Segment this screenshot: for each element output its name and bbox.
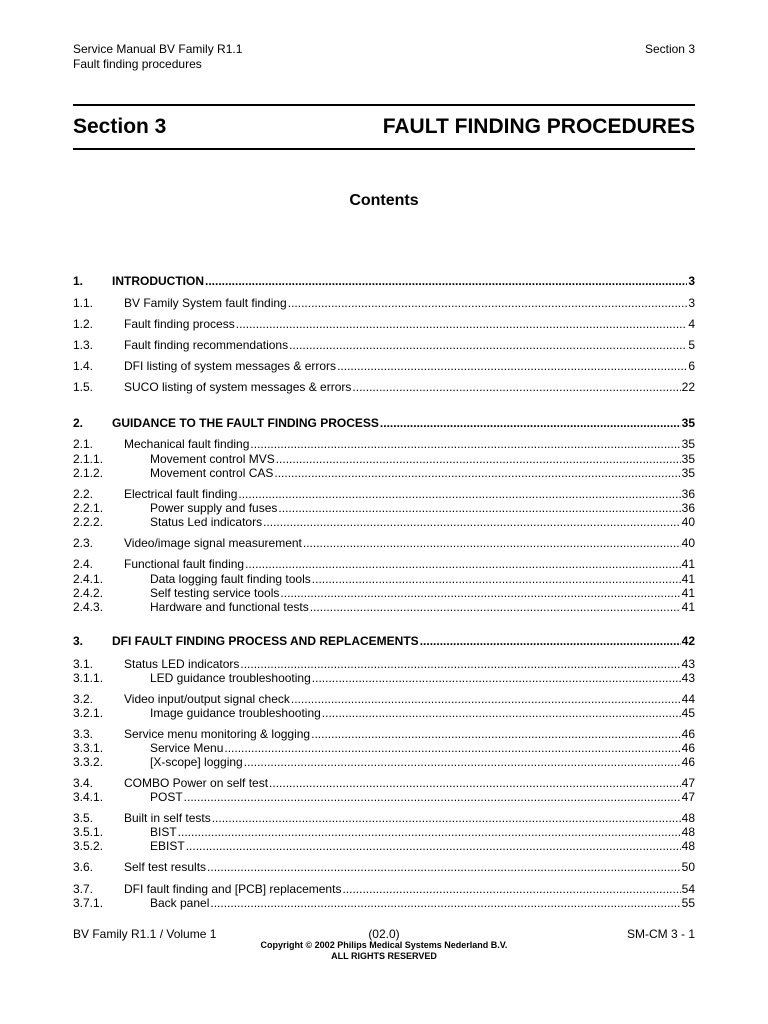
- toc-entry: [73, 317, 695, 331]
- toc-entry-leader-line: [150, 896, 695, 910]
- toc-entry-leader-line: [150, 515, 695, 529]
- toc-entry-title: Self testing service tools: [150, 586, 280, 600]
- toc-entry-number: 1.: [73, 274, 84, 288]
- toc-entry-title: DFI listing of system messages & errors: [124, 359, 337, 373]
- toc-entry-title: BIST: [150, 825, 177, 839]
- toc-entry-page: 41: [681, 557, 695, 571]
- toc-dot-leader: [184, 790, 681, 804]
- toc-entry-leader-line: [112, 274, 695, 288]
- toc-entry: [73, 437, 695, 451]
- toc-entry: [73, 380, 695, 394]
- toc-entry-title: INTRODUCTION: [112, 274, 204, 288]
- toc-entry-leader-line: [150, 466, 695, 480]
- toc-entry: [73, 586, 695, 600]
- toc-dot-leader: [212, 811, 681, 825]
- toc-entry-leader-line: [124, 811, 695, 825]
- toc-dot-leader: [207, 860, 681, 874]
- toc-entry: [73, 501, 695, 515]
- toc-entry-number: 2.1.: [73, 437, 94, 451]
- contents-heading: Contents: [349, 192, 419, 209]
- toc-entry-leader-line: [124, 882, 695, 896]
- toc-entry-number: 1.2.: [73, 317, 94, 331]
- toc-entry-number: 1.1.: [73, 296, 94, 310]
- toc-entry-title: Hardware and functional tests: [150, 600, 309, 614]
- toc-entry: [73, 755, 695, 769]
- toc-entry-title: Power supply and fuses: [150, 501, 278, 515]
- toc-entry-page: 36: [681, 487, 695, 501]
- toc-entry-page: 3: [688, 296, 695, 310]
- toc-dot-leader: [352, 380, 680, 394]
- toc-entry: [73, 657, 695, 671]
- toc-entry-number: 2.2.1.: [73, 501, 104, 515]
- toc-entry-leader-line: [150, 790, 695, 804]
- toc-entry: [73, 825, 695, 839]
- toc-entry-leader-line: [150, 839, 695, 853]
- toc-entry: [73, 274, 695, 288]
- toc-entry-page: 45: [681, 706, 695, 720]
- toc-dot-leader: [238, 487, 680, 501]
- title-rule-top: [73, 104, 695, 106]
- running-header-subtitle: [73, 57, 695, 72]
- toc-entry-title: Status Led indicators: [150, 515, 263, 529]
- toc-entry: [73, 634, 695, 648]
- header-subtitle: Fault finding procedures: [73, 57, 202, 71]
- toc-entry-page: 50: [681, 860, 695, 874]
- toc-entry: [73, 776, 695, 790]
- toc-entry-number: 2.2.2.: [73, 515, 104, 529]
- toc-entry-page: 40: [681, 515, 695, 529]
- toc-entry-page: 43: [681, 671, 695, 685]
- footer-center: (02.0): [368, 927, 400, 941]
- toc-entry-title: Mechanical fault finding: [124, 437, 250, 451]
- toc-entry-leader-line: [124, 860, 695, 874]
- toc-entry-leader-line: [124, 317, 695, 331]
- toc-entry: [73, 600, 695, 614]
- toc-entry-leader-line: [124, 338, 695, 352]
- toc-entry-title: [X-scope] logging: [150, 755, 243, 769]
- toc-entry: [73, 557, 695, 571]
- toc-entry: [73, 487, 695, 501]
- toc-entry: [73, 727, 695, 741]
- toc-entry-leader-line: [124, 487, 695, 501]
- toc-dot-leader: [276, 452, 681, 466]
- toc-dot-leader: [322, 706, 681, 720]
- toc-entry-number: 1.3.: [73, 338, 94, 352]
- toc-entry-number: 2.4.3.: [73, 600, 104, 614]
- toc-entry-title: BV Family System fault finding: [124, 296, 287, 310]
- toc-entry-page: 48: [681, 811, 695, 825]
- toc-entry-title: Image guidance troubleshooting: [150, 706, 321, 720]
- toc-dot-leader: [186, 839, 681, 853]
- toc-entry-leader-line: [124, 437, 695, 451]
- toc-dot-leader: [312, 572, 681, 586]
- toc-entry-title: Status LED indicators: [124, 657, 240, 671]
- toc-entry-title: SUCO listing of system messages & errors: [124, 380, 352, 394]
- toc-entry-title: COMBO Power on self test: [124, 776, 269, 790]
- toc-dot-leader: [240, 657, 680, 671]
- toc-entry-title: Fault finding process: [124, 317, 235, 331]
- header-section: Section 3: [644, 42, 695, 56]
- toc-dot-leader: [245, 557, 681, 571]
- toc-entry-title: Movement control CAS: [150, 466, 274, 480]
- toc-entry-page: 48: [681, 825, 695, 839]
- toc-entry-page: 35: [681, 437, 695, 451]
- toc-entry-page: 35: [681, 416, 695, 430]
- toc-entry: [73, 416, 695, 430]
- toc-entry-page: 6: [688, 359, 695, 373]
- toc-entry-title: POST: [150, 790, 183, 804]
- toc-entry-page: 3: [688, 274, 695, 288]
- toc-entry-page: 46: [681, 727, 695, 741]
- toc-entry-page: 36: [681, 501, 695, 515]
- toc-entry-page: 46: [681, 741, 695, 755]
- toc-entry-number: 2.4.: [73, 557, 94, 571]
- toc-entry-leader-line: [124, 359, 695, 373]
- toc-entry-number: 3.4.: [73, 776, 94, 790]
- toc-entry-leader-line: [124, 380, 695, 394]
- toc-entry-title: Video/image signal measurement: [124, 536, 302, 550]
- toc-entry: [73, 811, 695, 825]
- toc-dot-leader: [342, 882, 680, 896]
- toc-entry-number: 3.5.1.: [73, 825, 104, 839]
- section-number-title: Section 3: [73, 115, 167, 138]
- running-header: [73, 42, 695, 57]
- toc-dot-leader: [178, 825, 681, 839]
- toc-entry-leader-line: [150, 825, 695, 839]
- toc-entry-title: LED guidance troubleshooting: [150, 671, 311, 685]
- toc-entry-number: 3.1.: [73, 657, 94, 671]
- toc-dot-leader: [291, 692, 681, 706]
- toc-dot-leader: [311, 727, 681, 741]
- toc-entry-leader-line: [150, 586, 695, 600]
- toc-entry-title: EBIST: [150, 839, 185, 853]
- toc-entry-number: 3.2.: [73, 692, 94, 706]
- toc-entry-title: Service menu monitoring & logging: [124, 727, 311, 741]
- toc-entry-number: 2.1.1.: [73, 452, 104, 466]
- footer-left: BV Family R1.1 / Volume 1: [73, 927, 217, 941]
- toc-entry-page: 47: [681, 776, 695, 790]
- toc-entry-page: 35: [681, 466, 695, 480]
- toc-entry-leader-line: [112, 634, 695, 648]
- toc-entry: [73, 359, 695, 373]
- toc-entry-number: 2.1.2.: [73, 466, 104, 480]
- toc-entry: [73, 860, 695, 874]
- toc-entry-number: 3.4.1.: [73, 790, 104, 804]
- toc-entry-title: Data logging fault finding tools: [150, 572, 311, 586]
- toc-entry-number: 2.: [73, 416, 84, 430]
- toc-entry-title: Functional fault finding: [124, 557, 245, 571]
- toc-dot-leader: [210, 896, 680, 910]
- toc-entry-page: 46: [681, 755, 695, 769]
- toc-entry: [73, 466, 695, 480]
- header-manual-title: Service Manual BV Family R1.1: [73, 42, 243, 56]
- toc-entry-page: 43: [681, 657, 695, 671]
- toc-entry-leader-line: [112, 416, 695, 430]
- toc-entry-page: 41: [681, 600, 695, 614]
- toc-entry-page: 44: [681, 692, 695, 706]
- toc-entry-number: 3.3.: [73, 727, 94, 741]
- toc-entry-title: Service Menu: [150, 741, 224, 755]
- rights-notice: ALL RIGHTS RESERVED: [331, 951, 437, 961]
- toc-entry-leader-line: [124, 296, 695, 310]
- toc-dot-leader: [289, 338, 687, 352]
- toc-entry-page: 4: [688, 317, 695, 331]
- toc-dot-leader: [250, 437, 680, 451]
- toc-entry-number: 3.7.: [73, 882, 94, 896]
- toc-entry: [73, 741, 695, 755]
- toc-entry: [73, 338, 695, 352]
- toc-entry-leader-line: [124, 557, 695, 571]
- toc-dot-leader: [236, 317, 688, 331]
- toc-entry-page: 42: [681, 634, 695, 648]
- section-name-title: FAULT FINDING PROCEDURES: [382, 115, 695, 138]
- toc-entry-page: 54: [681, 882, 695, 896]
- toc-entry-number: 3.3.2.: [73, 755, 104, 769]
- toc-dot-leader: [274, 466, 680, 480]
- toc-entry: [73, 296, 695, 310]
- toc-entry-page: 40: [681, 536, 695, 550]
- toc-entry: [73, 536, 695, 550]
- toc-entry-leader-line: [150, 501, 695, 515]
- toc-entry-title: Self test results: [124, 860, 207, 874]
- toc-entry: [73, 452, 695, 466]
- toc-entry-leader-line: [124, 776, 695, 790]
- toc-entry-title: Back panel: [150, 896, 210, 910]
- toc-entry-number: 3.3.1.: [73, 741, 104, 755]
- toc-entry-number: 2.4.2.: [73, 586, 104, 600]
- toc-entry-number: 3.2.1.: [73, 706, 104, 720]
- toc-entry-leader-line: [150, 706, 695, 720]
- toc-entry-leader-line: [150, 755, 695, 769]
- toc-dot-leader: [303, 536, 681, 550]
- toc-entry: [73, 515, 695, 529]
- toc-dot-leader: [312, 671, 681, 685]
- toc-entry-leader-line: [124, 657, 695, 671]
- toc-entry-page: 35: [681, 452, 695, 466]
- toc-entry-page: 41: [681, 586, 695, 600]
- toc-entry: [73, 839, 695, 853]
- toc-entry-leader-line: [124, 692, 695, 706]
- toc-dot-leader: [263, 515, 681, 529]
- toc-entry-number: 3.6.: [73, 860, 94, 874]
- toc-entry-number: 2.2.: [73, 487, 94, 501]
- toc-dot-leader: [288, 296, 688, 310]
- toc-entry-number: 2.3.: [73, 536, 94, 550]
- toc-entry-number: 3.: [73, 634, 84, 648]
- toc-entry-page: 47: [681, 790, 695, 804]
- toc-entry-title: Fault finding recommendations: [124, 338, 289, 352]
- toc-dot-leader: [280, 586, 680, 600]
- toc-entry: [73, 882, 695, 896]
- toc-entry-number: 1.4.: [73, 359, 94, 373]
- toc-entry-page: 48: [681, 839, 695, 853]
- toc-entry-title: Video input/output signal check: [124, 692, 290, 706]
- toc-entry-title: DFI fault finding and [PCB] replacements: [124, 882, 342, 896]
- toc-dot-leader: [420, 634, 681, 648]
- toc-entry-leader-line: [124, 536, 695, 550]
- toc-entry-leader-line: [150, 741, 695, 755]
- toc-entry-number: 1.5.: [73, 380, 94, 394]
- footer-page-number: SM-CM 3 - 1: [626, 927, 695, 941]
- copyright-notice: Copyright © 2002 Philips Medical Systems Nederland B.V.: [260, 940, 508, 950]
- toc-entry-page: 41: [681, 572, 695, 586]
- toc-entry-number: 3.7.1.: [73, 896, 104, 910]
- toc-entry: [73, 671, 695, 685]
- toc-entry-number: 3.5.2.: [73, 839, 104, 853]
- toc-dot-leader: [205, 274, 687, 288]
- toc-entry-title: GUIDANCE TO THE FAULT FINDING PROCESS: [112, 416, 379, 430]
- toc-dot-leader: [269, 776, 681, 790]
- toc-dot-leader: [224, 741, 680, 755]
- toc-entry-page: 5: [688, 338, 695, 352]
- toc-entry: [73, 692, 695, 706]
- toc-entry-title: Built in self tests: [124, 811, 211, 825]
- toc-entry: [73, 790, 695, 804]
- toc-entry-page: 55: [681, 896, 695, 910]
- toc-dot-leader: [337, 359, 687, 373]
- toc-entry-title: DFI FAULT FINDING PROCESS AND REPLACEMENTS: [112, 634, 419, 648]
- toc-dot-leader: [278, 501, 680, 515]
- title-rule-bottom: [73, 148, 695, 150]
- toc-entry-leader-line: [150, 671, 695, 685]
- toc-entry-number: 3.5.: [73, 811, 94, 825]
- toc-entry-number: 2.4.1.: [73, 572, 104, 586]
- toc-entry: [73, 706, 695, 720]
- toc-entry-leader-line: [150, 572, 695, 586]
- toc-entry-page: 22: [681, 380, 695, 394]
- toc-entry: [73, 896, 695, 910]
- toc-dot-leader: [244, 755, 681, 769]
- toc-entry-title: Electrical fault finding: [124, 487, 238, 501]
- toc-dot-leader: [380, 416, 681, 430]
- toc-entry-number: 3.1.1.: [73, 671, 104, 685]
- toc-entry-leader-line: [124, 727, 695, 741]
- toc-entry-leader-line: [150, 600, 695, 614]
- toc-entry-leader-line: [150, 452, 695, 466]
- toc-dot-leader: [310, 600, 681, 614]
- toc-entry-title: Movement control MVS: [150, 452, 275, 466]
- toc-entry: [73, 572, 695, 586]
